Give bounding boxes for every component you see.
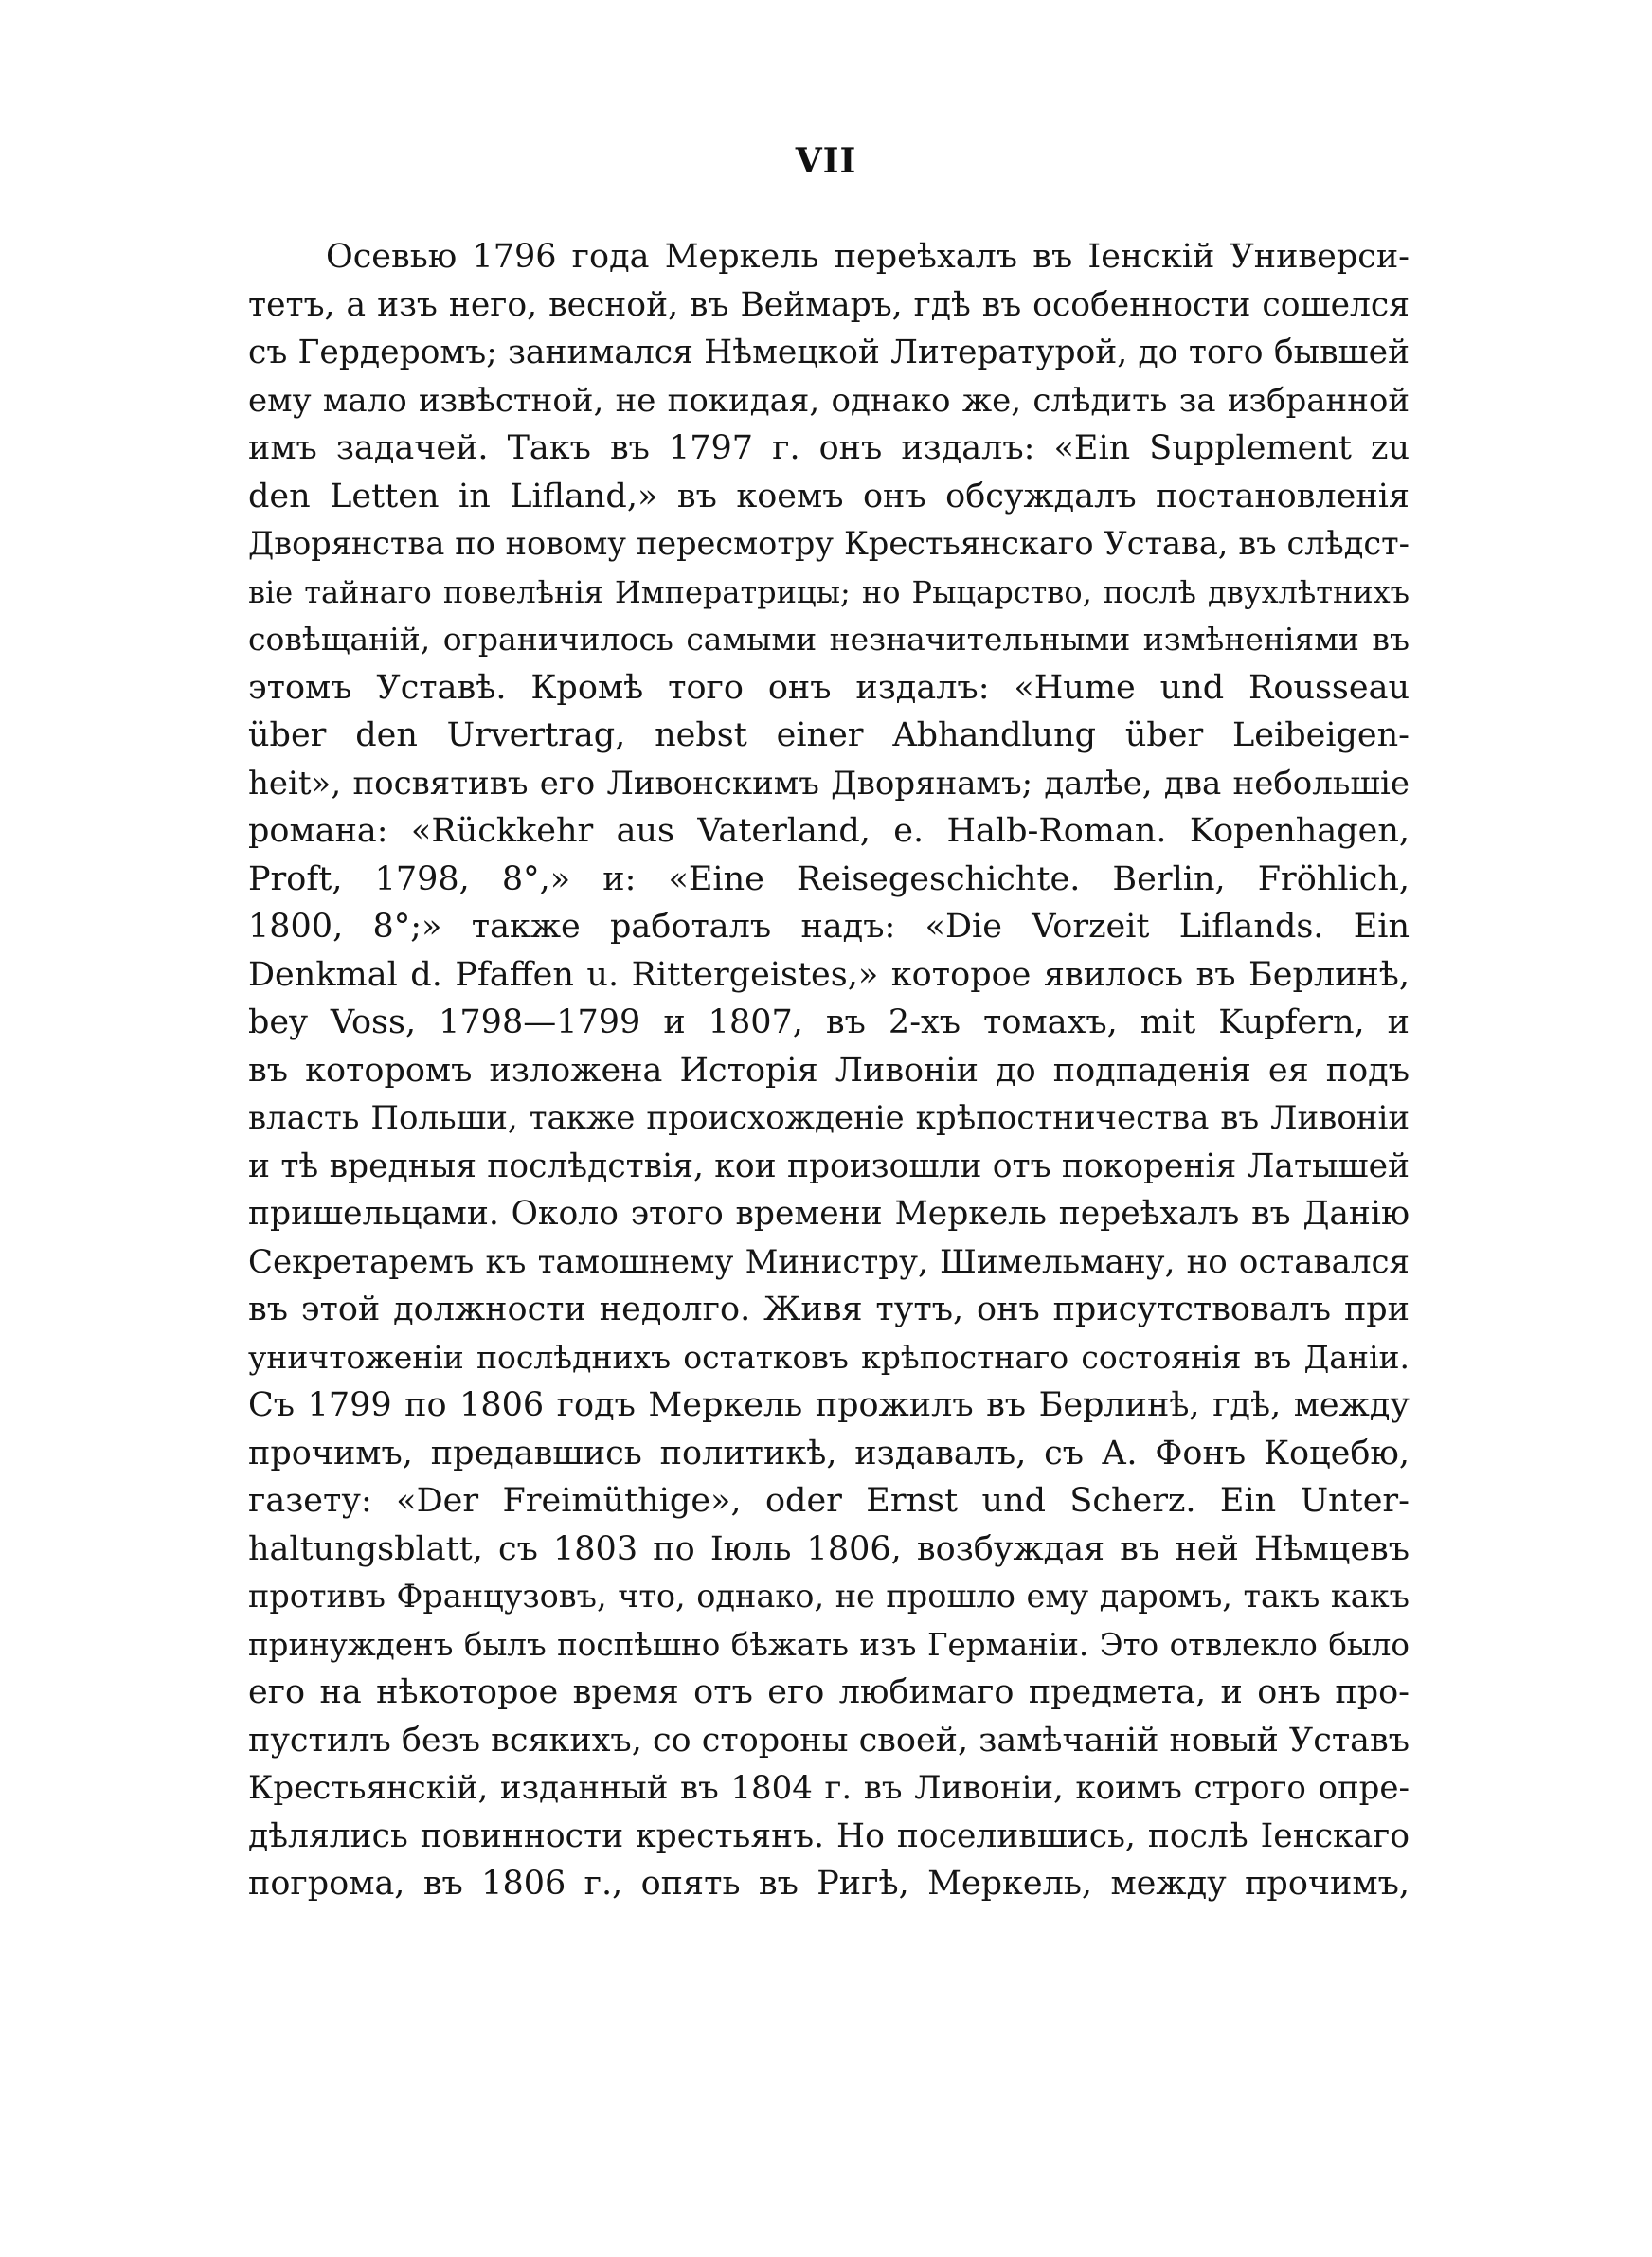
text-line: bey Voss, 1798—1799 и 1807, въ 2-хъ томахъ, mit Kupfern, и: [248, 1003, 1410, 1041]
text-line: имъ задачей. Такъ въ 1797 г. онъ издалъ: «Ein Supplement zu: [248, 429, 1410, 467]
text-line: власть Польши, также происхожденіе крѣпостничества въ Ливоніи: [248, 1099, 1410, 1137]
text-line: романа: «Rückkehr aus Vaterland, e. Halb-Roman. Kopenhagen,: [248, 812, 1410, 850]
text-line: принужденъ былъ поспѣшно бѣжать изъ Германіи. Это отвлекло было: [248, 1626, 1410, 1663]
text-line: газету: «Der Freimüthige», oder Ernst und Scherz. Ein Unter-: [248, 1482, 1410, 1520]
text-line: heit», посвятивъ его Ливонскимъ Дворянамъ; далѣе, два небольшіе: [248, 764, 1410, 803]
text-line: Съ 1799 по 1806 годъ Меркель прожилъ въ Берлинѣ, гдѣ, между: [248, 1386, 1410, 1424]
text-line: Proft, 1798, 8°,» и: «Eine Reisegeschichte. Berlin, Fröhlich,: [248, 859, 1410, 898]
text-line: погрома, въ 1806 г., опять въ Ригѣ, Меркель, между прочимъ,: [248, 1865, 1410, 1903]
text-line: и тѣ вредныя послѣдствія, кои произошли отъ покоренія Латышей: [248, 1147, 1410, 1185]
text-line: его на нѣкоторое время отъ его любимаго предмета, и онъ про-: [248, 1673, 1410, 1711]
text-line: тетъ, а изъ него, весной, въ Веймаръ, гдѣ въ особенности сошелся: [248, 285, 1410, 324]
text-line: Denkmal d. Pfaffen u. Rittergeistes,» которое явилось въ Берлинѣ,: [248, 955, 1410, 994]
text-line: Осевью 1796 года Меркель переѣхалъ въ Іенскій Универси-: [326, 238, 1410, 276]
text-line: въ которомъ изложена Исторія Ливоніи до подпаденія ея подъ: [248, 1051, 1410, 1090]
text-line: den Letten in Lifland,» въ коемъ онъ обсуждалъ постановленія: [248, 477, 1410, 515]
text-line: этомъ Уставѣ. Кромѣ того онъ издалъ: «Hume und Rousseau: [248, 668, 1410, 707]
text-line: прочимъ, предавшись политикѣ, издавалъ, съ А. Фонъ Коцебю,: [248, 1434, 1410, 1472]
text-line: уничтоженіи послѣднихъ остатковъ крѣпостнаго состоянія въ Даніи.: [248, 1338, 1410, 1376]
text-line: віе тайнаго повелѣнія Императрицы; но Рыцарство, послѣ двухлѣтнихъ: [248, 573, 1410, 610]
text-line: совѣщаній, ограничилось самыми незначительными измѣненіями въ: [248, 621, 1410, 658]
page-number: VII: [795, 141, 857, 181]
text-line: ему мало извѣстной, не покидая, однако же, слѣдить за избранной: [248, 381, 1410, 420]
text-line: 1800, 8°;» также работалъ надъ: «Die Vorzeit Liflands. Ein: [248, 908, 1410, 946]
text-line: über den Urvertrag, nebst einer Abhandlung über Leibeigen-: [248, 716, 1410, 754]
text-line: пришельцами. Около этого времени Меркель переѣхалъ въ Данію: [248, 1195, 1410, 1233]
text-line: Секретаремъ къ тамошнему Министру, Шимельману, но оставался: [248, 1242, 1410, 1281]
text-line: съ Гердеромъ; занимался Нѣмецкой Литературой, до того бывшей: [248, 334, 1410, 371]
text-line: пустилъ безъ всякихъ, со стороны своей, замѣчаній новый Уставъ: [248, 1721, 1410, 1760]
text-line: Крестьянскій, изданный въ 1804 г. въ Ливоніи, коимъ строго опре-: [248, 1769, 1410, 1807]
text-line: противъ Французовъ, что, однако, не прошло ему даромъ, такъ какъ: [248, 1578, 1410, 1615]
text-line: дѣлялись повинности крестьянъ. Но поселившись, послѣ Іенскаго: [248, 1816, 1410, 1855]
text-line: въ этой должности недолго. Живя тутъ, онъ присутствовалъ при: [248, 1291, 1410, 1328]
body-text: [248, 233, 1410, 1908]
text-line: Дворянства по новому пересмотру Крестьянскаго Устава, въ слѣдст-: [248, 525, 1410, 562]
text-line: haltungsblatt, съ 1803 по Іюль 1806, возбуждая въ ней Нѣмцевъ: [248, 1529, 1410, 1568]
